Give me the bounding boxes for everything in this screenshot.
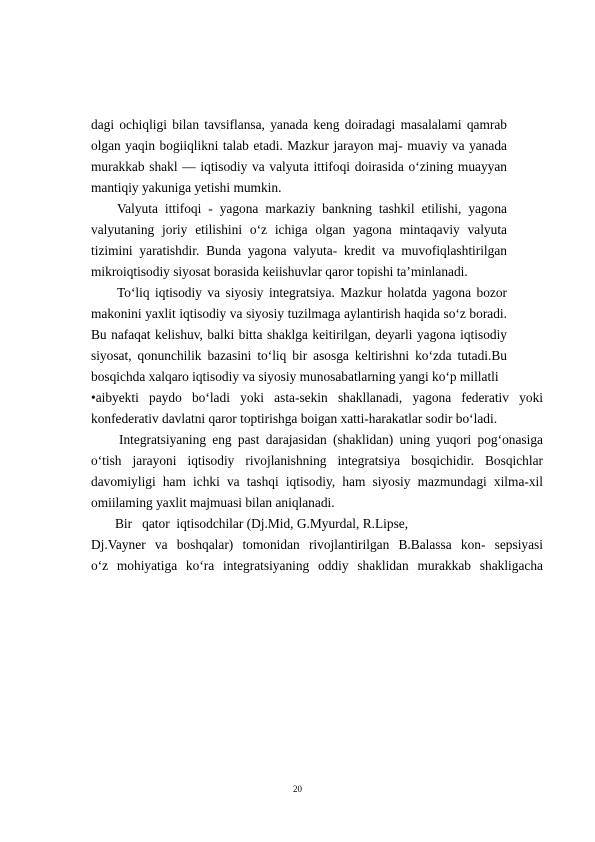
paragraph-2 xyxy=(91,198,507,282)
paragraph-6 xyxy=(115,513,408,534)
text-line: mikroiqtisodiy siyosat borasida keiishuvlar qaror topishi ta’minlanadi. xyxy=(91,264,468,279)
text-line: omiilaming yaxlit majmuasi bilan aniqlanadi. xyxy=(91,495,335,510)
page-number: 20 xyxy=(293,784,302,794)
text-line: bosqichda xalqaro iqtisodiy va siyosiy munosabatlarning yangi ko‘p millatli xyxy=(91,369,499,384)
text-line: murakkab shakl — iqtisodiy va valyuta ittifoqi doirasida o‘zining muayyan xyxy=(91,159,507,174)
text-line: o‘z mohiyatiga ko‘ra integratsiyaning oddiy shaklidan murakkab shakligacha xyxy=(91,558,543,573)
text-line: tizimini yaratishdir. Bunda yagona valyuta- kredit va muvofiqlashtirilgan xyxy=(91,243,507,258)
text-line: mantiqiy yakuniga yetishi mumkin. xyxy=(91,180,282,195)
text-line: o‘tish jarayoni iqtisodiy rivojlanishning integratsiya bosqichidir. Bosqichlar xyxy=(91,453,543,468)
text-line: siyosat, qonunchilik bazasini to‘liq bir asosga keltirishni ko‘zda tutadi.Bu xyxy=(91,348,507,363)
paragraph-4 xyxy=(91,387,543,429)
text-line: makonini yaxlit iqtisodiy va siyosiy tuzilmaga aylantirish haqida so‘z boradi. xyxy=(91,306,507,321)
text-line: To‘liq iqtisodiy va siyosiy integratsiya. Mazkur holatda yagona bozor xyxy=(117,285,507,300)
text-line: davomiyligi ham ichki va tashqi iqtisodiy, ham siyosiy mazmundagi xilma-xil xyxy=(91,474,543,489)
text-line: olgan yaqin bogiiqlikni talab etadi. Mazkur jarayon maj- muaviy va yanada xyxy=(91,138,507,153)
text-line: Integratsiyaning eng past darajasidan (shaklidan) uning yuqori pog‘onasiga xyxy=(119,432,543,447)
text-line: Bir qator iqtisodchilar (Dj.Mid, G.Myurdal, R.Lipse, xyxy=(115,516,409,531)
paragraph-1 xyxy=(91,114,507,198)
text-line: Valyuta ittifoqi - yagona markaziy bankning tashkil etilishi, yagona xyxy=(117,201,507,216)
text-line: •aibyekti paydo bo‘ladi yoki asta-sekin shakllanadi, yagona federativ yoki xyxy=(91,390,543,405)
paragraph-7 xyxy=(91,534,543,576)
text-line: valyutaning joriy etilishini o‘z ichiga olgan yagona mintaqaviy valyuta xyxy=(91,222,507,237)
text-line: Bu nafaqat kelishuv, balki bitta shaklga keitirilgan, deyarli yagona iqtisodiy xyxy=(91,327,507,342)
paragraph-3 xyxy=(91,282,507,387)
paragraph-5 xyxy=(91,429,543,513)
text-line: Dj.Vayner va boshqalar) tomonidan rivojlantirilgan B.Balassa kon- sepsiyasi xyxy=(91,537,543,552)
text-line: konfederativ davlatni qaror toptirishga boigan xatti-harakatlar sodir bo‘ladi. xyxy=(91,411,498,426)
text-line: dagi ochiqligi bilan tavsiflansa, yanada keng doiradagi masalalami qamrab xyxy=(91,117,507,132)
